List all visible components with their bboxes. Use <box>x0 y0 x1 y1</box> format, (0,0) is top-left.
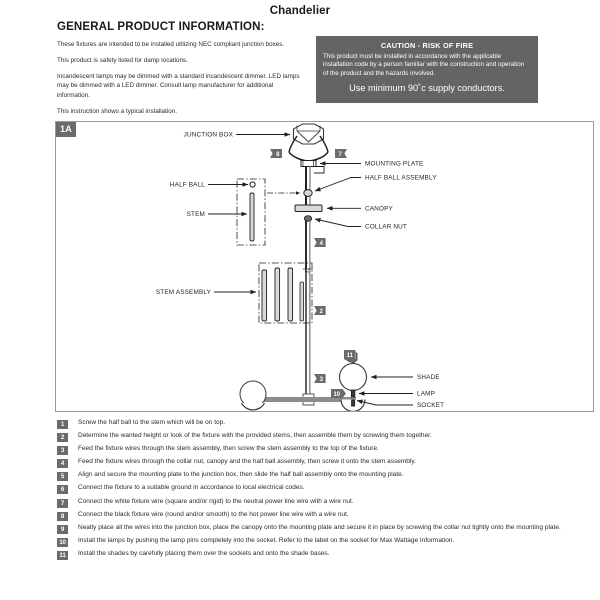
step-number-badge: 2 <box>57 433 68 442</box>
diagram-drawing <box>56 122 593 411</box>
list-item <box>57 484 597 494</box>
svg-text:10: 10 <box>333 391 341 398</box>
list-item <box>57 445 597 455</box>
list-item <box>57 511 597 521</box>
list-item <box>57 524 597 534</box>
callout-badge-8 <box>270 149 282 158</box>
junction-box-shape <box>294 124 324 144</box>
label-socket: SOCKET <box>417 402 445 410</box>
svg-text:8: 8 <box>276 151 280 158</box>
caution-title: CAUTION - RISK OF FIRE <box>380 41 474 50</box>
step-number-badge: 1 <box>57 420 68 429</box>
section-heading: GENERAL PRODUCT INFORMATION: <box>57 21 265 33</box>
list-item <box>57 537 597 547</box>
document-header <box>0 0 600 33</box>
callout-badge-7 <box>335 149 347 158</box>
step-number-badge: 3 <box>57 446 68 455</box>
step-number-badge: 7 <box>57 499 68 508</box>
step-text: Feed the fixture wires through the collar nut, canopy and the half ball assembly, then screw it onto the stem assembly. <box>78 458 416 466</box>
label-collar-nut: COLLAR NUT <box>365 223 407 231</box>
step-number-badge: 10 <box>57 538 68 547</box>
step-text: Determine the wanted height or look of the fixture with the provided stems, then assemble them by screwing them together. <box>78 432 432 440</box>
step-number-badge: 11 <box>57 551 68 560</box>
list-item <box>57 419 597 429</box>
caution-body-text: This product must be installed in accordance with the applicable installation code by a person familiar with the construction and operation of the product and the hazards involved. <box>323 53 525 77</box>
step-text: Align and secure the mounting plate to the junction box, then slide the half ball assembly onto the mounting plate. <box>78 471 404 479</box>
svg-text:4: 4 <box>319 240 323 247</box>
label-stem: STEM <box>186 211 205 219</box>
label-half-ball: HALF BALL <box>169 181 205 189</box>
label-shade: SHADE <box>417 374 440 382</box>
step-number-badge: 5 <box>57 472 68 481</box>
label-lamp: LAMP <box>417 390 436 398</box>
intro-paragraph: Incandescent lamps may be dimmed with a standard incandescent dimmer. LED lamps may be dimmed with a LED dimmer. Consult lamp manufacturer for additional information. <box>57 73 300 99</box>
svg-text:3: 3 <box>319 376 323 383</box>
list-item <box>57 432 597 442</box>
list-item <box>57 550 597 560</box>
callout-badge-4 <box>314 238 326 247</box>
caution-footer-text: Use minimum 90˚c supply conductors. <box>349 82 505 93</box>
caution-warning-box <box>316 36 538 103</box>
page-title: Chandelier <box>269 5 331 17</box>
list-item <box>57 458 597 468</box>
intro-paragraph: These fixtures are intended to be installed utilizing NEC compliant junction boxes. <box>57 41 285 48</box>
step-number-badge: 9 <box>57 525 68 534</box>
list-item <box>57 471 597 481</box>
diagram-badge-1a: 1A <box>56 122 76 137</box>
svg-text:7: 7 <box>338 151 342 158</box>
callout-badge-2 <box>314 306 326 315</box>
label-half-ball-assembly: HALF BALL ASSEMBLY <box>365 174 437 182</box>
step-text: Install the lamps by pushing the lamp pins completely into the socket. Refer to the label on the socket for Max Wattage Information. <box>78 536 455 544</box>
label-mounting-plate: MOUNTING PLATE <box>365 160 424 168</box>
intro-paragraph: This product is safety listed for damp locations. <box>57 57 188 65</box>
intro-paragraph: This instruction shows a typical installation. <box>57 107 178 115</box>
svg-text:11: 11 <box>346 352 353 359</box>
step-number-badge: 6 <box>57 485 68 494</box>
step-text: Neatly place all the wires into the junction box, place the canopy onto the mounting plate and secure it in place by screwing the collar nut tightly onto the mounting plate. <box>78 523 561 531</box>
label-stem-assembly: STEM ASSEMBLY <box>155 289 211 297</box>
list-item <box>57 498 597 508</box>
label-junction-box: JUNCTION BOX <box>183 131 233 139</box>
step-text: Connect the fixture to a suitable ground in accordance to local electrical codes. <box>78 484 305 492</box>
step-text: Feed the fixture wires through the stem assembly, then screw the stem assembly to the top of the fixture. <box>78 445 379 453</box>
step-text: Connect the white fixture wire (square and/or rigid) to the neutral power line wire with a wire nut. <box>78 497 354 505</box>
assembly-diagram <box>55 121 594 412</box>
step-number-badge: 4 <box>57 459 68 468</box>
step-text: Connect the black fixture wire (round and/or smooth) to the hot power line wire with a wire nut. <box>78 510 349 518</box>
svg-text:2: 2 <box>319 308 323 315</box>
callout-badge-10 <box>331 389 346 398</box>
step-text: Install the shades by carefully placing them over the sockets and onto the shade bases. <box>78 549 330 557</box>
step-number-badge: 8 <box>57 512 68 521</box>
general-info-text <box>57 40 305 123</box>
installation-steps-list <box>57 419 597 563</box>
callout-badge-3 <box>314 374 326 383</box>
step-text: Screw the half ball to the stem which will be on top. <box>78 419 226 426</box>
shade-shape <box>340 364 367 391</box>
label-canopy: CANOPY <box>365 205 393 213</box>
